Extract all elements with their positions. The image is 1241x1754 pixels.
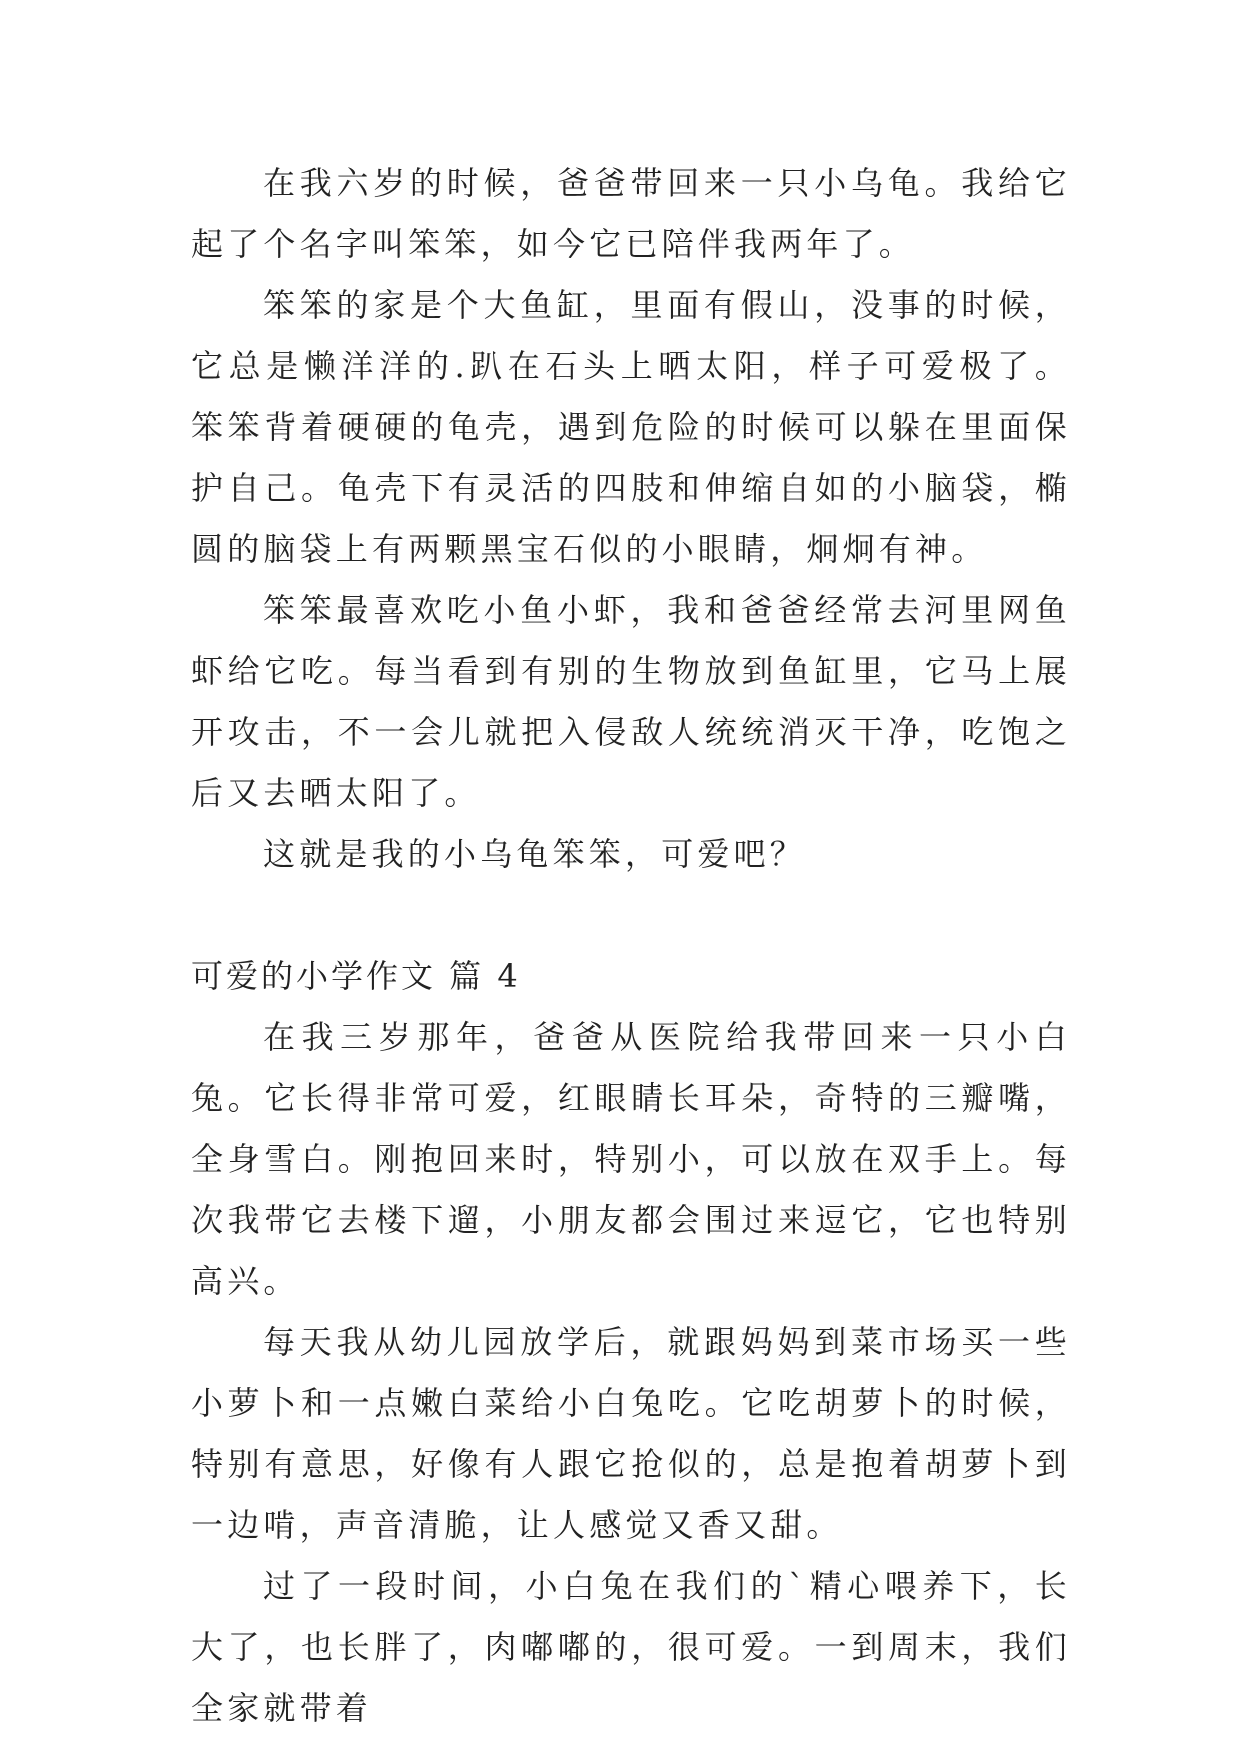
paragraph: 每天我从幼儿园放学后，就跟妈妈到菜市场买一些小萝卜和一点嫩白菜给小白兔吃。它吃胡萝卜的时候，特别有意思，好像有人跟它抢似的，总是抱着胡萝卜到一边啃，声音清脆，让人感觉又香又甜。 <box>191 1323 1071 1544</box>
essay-body <box>191 153 1071 1739</box>
paragraph: 笨笨的家是个大鱼缸，里面有假山，没事的时候，它总是懒洋洋的.趴在石头上晒太阳，样子可爱极了。笨笨背着硬硬的龟壳，遇到危险的时候可以躲在里面保护自己。龟壳下有灵活的四肢和伸缩自如的小脑袋，椭圆的脑袋上有两颗黑宝石似的小眼睛，炯炯有神。 <box>191 286 1071 568</box>
paragraph: 笨笨最喜欢吃小鱼小虾，我和爸爸经常去河里网鱼虾给它吃。每当看到有别的生物放到鱼缸里，它马上展开攻击，不一会儿就把入侵敌人统统消灭干净，吃饱之后又去晒太阳了。 <box>191 591 1071 812</box>
paragraph: 在我三岁那年，爸爸从医院给我带回来一只小白兔。它长得非常可爱，红眼睛长耳朵，奇特的三瓣嘴，全身雪白。刚抱回来时，特别小，可以放在双手上。每次我带它去楼下遛，小朋友都会围过来逗它，它也特别高兴。 <box>191 1018 1071 1300</box>
paragraph: 这就是我的小乌龟笨笨，可爱吧？ <box>263 835 807 873</box>
paragraph: 在我六岁的时候，爸爸带回来一只小乌龟。我给它起了个名字叫笨笨，如今它已陪伴我两年了。 <box>191 164 1071 263</box>
section-heading: 可爱的小学作文 篇 4 <box>191 957 521 995</box>
paragraph: 过了一段时间，小白兔在我们的`精心喂养下，长大了，也长胖了，肉嘟嘟的，很可爱。一到周末，我们全家就带着 <box>191 1567 1071 1727</box>
